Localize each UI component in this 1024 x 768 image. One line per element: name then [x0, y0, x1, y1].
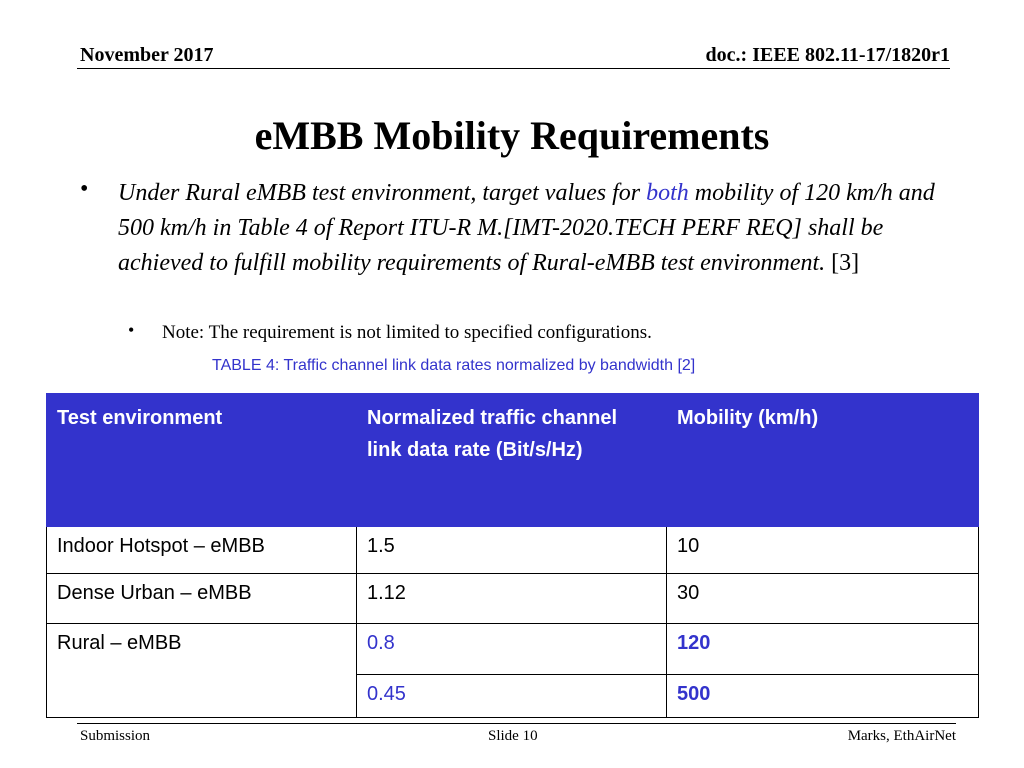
data-rate-table	[46, 393, 979, 718]
table-row	[47, 574, 979, 624]
bullet-text-part2: mobility of 120 km/h and 500 km/h in Table 4 of Report ITU-R M.[IMT-2020.TECH PERF REQ] shall be achieved to fulfill mobility requirements of Rural-eMBB test environment.	[118, 180, 935, 276]
cell-environment: Dense Urban – eMBB	[47, 574, 357, 624]
bullet-reference: [3]	[825, 250, 860, 276]
bullet-text-part1: Under Rural eMBB test environment, target values for	[118, 180, 647, 206]
table-caption: TABLE 4: Traffic channel link data rates normalized by bandwidth [2]	[212, 357, 696, 374]
table-row	[47, 624, 979, 675]
bullet-marker: •	[80, 176, 89, 202]
header-date: November 2017	[80, 44, 214, 66]
sub-bullet-marker: •	[128, 320, 135, 340]
header-doc-id: doc.: IEEE 802.11-17/1820r1	[705, 44, 950, 66]
cell-mobility: 500	[667, 675, 979, 718]
table-row	[47, 527, 979, 574]
cell-mobility: 10	[667, 527, 979, 574]
slide-title: eMBB Mobility Requirements	[254, 113, 770, 158]
header-mobility: Mobility (km/h)	[667, 394, 979, 527]
header-test-environment: Test environment	[47, 394, 357, 527]
cell-environment: Rural – eMBB	[47, 624, 357, 718]
footer-divider	[77, 723, 956, 724]
footer-slide-number: Slide 10	[488, 728, 538, 744]
cell-environment: Indoor Hotspot – eMBB	[47, 527, 357, 574]
cell-data-rate: 1.12	[357, 574, 667, 624]
cell-data-rate: 0.45	[357, 675, 667, 718]
footer-author: Marks, EthAirNet	[847, 728, 956, 744]
table-header-row	[47, 394, 979, 527]
cell-data-rate: 1.5	[357, 527, 667, 574]
footer-submission: Submission	[80, 728, 151, 744]
cell-mobility: 30	[667, 574, 979, 624]
bullet-highlight: both	[646, 180, 689, 206]
main-bullet-text	[118, 176, 948, 281]
cell-data-rate: 0.8	[357, 624, 667, 675]
cell-mobility: 120	[667, 624, 979, 675]
header-data-rate: Normalized traffic channel link data rate (Bit/s/Hz)	[357, 394, 667, 527]
header-divider	[77, 68, 950, 69]
sub-bullet-text: Note: The requirement is not limited to specified configurations.	[162, 322, 652, 343]
